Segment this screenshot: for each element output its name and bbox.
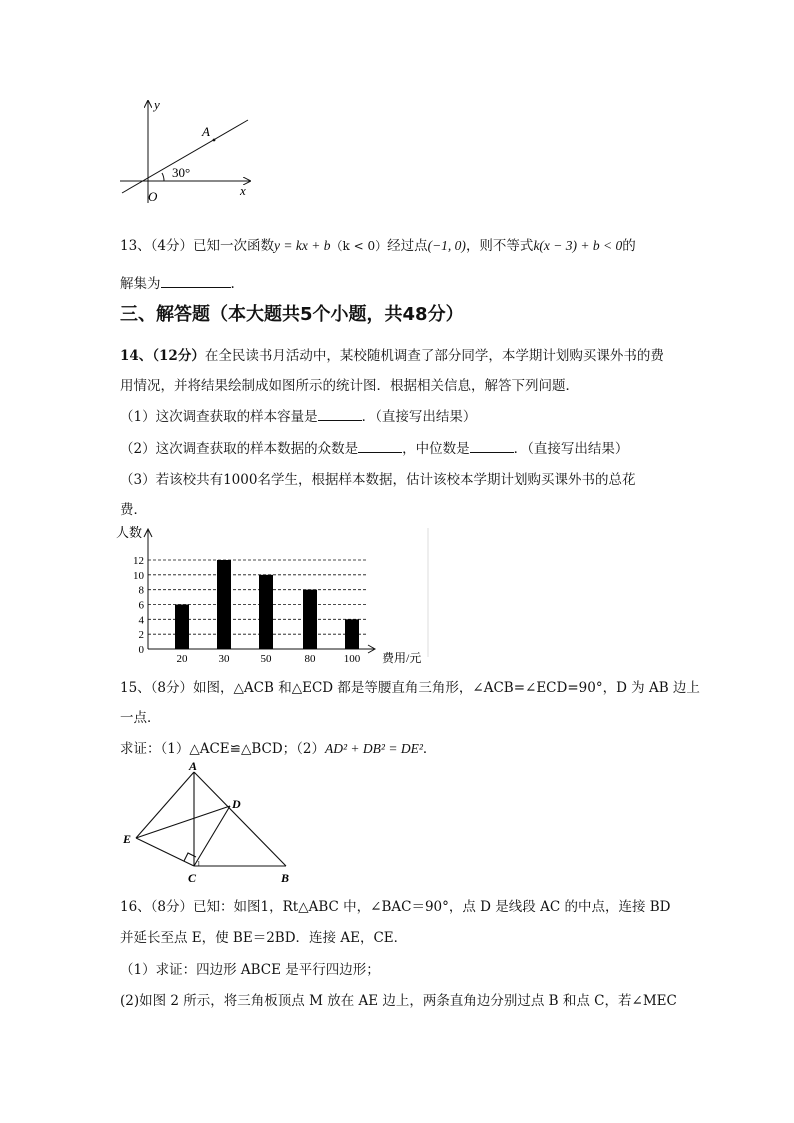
q14-line2 <box>120 374 579 394</box>
q16-part1 <box>120 958 380 978</box>
q15-proof <box>120 737 436 757</box>
q13-line2 <box>120 272 235 292</box>
angle-label: 30° <box>172 165 191 180</box>
point-a-label: A <box>202 124 210 139</box>
q15-text2: 一点． <box>120 710 161 726</box>
x-tick-label: 30 <box>218 653 230 665</box>
q15-proof-a: 求证：（1）△ACE≌△BCD；（2） <box>120 741 326 757</box>
q14-part2-b: ，中位数是 <box>402 441 470 457</box>
q14-text2: 用情况，并将结果绘制成如图所示的统计图．根据相关信息，解答下列问题． <box>120 378 579 394</box>
q16-part1-text: （1）求证：四边形 ABCE 是平行四边形； <box>120 962 380 978</box>
x-axis-label: 费用/元 <box>382 651 422 665</box>
q13-answer-blank <box>161 275 231 288</box>
y-tick-label: 6 <box>138 599 144 612</box>
q13-text2: 经过点 <box>387 238 428 254</box>
q16-line1 <box>120 895 670 915</box>
q13-function: y = kx + b <box>274 238 331 253</box>
q14-number: 14、（12分） <box>120 348 205 364</box>
q14-part1-b: ．（直接写出结果） <box>361 409 477 425</box>
q15-proof-equation: AD² + DB² = DE² <box>325 741 423 756</box>
q14-part3 <box>120 468 635 488</box>
q16-line2 <box>120 926 407 946</box>
q16-part2-text: (2)如图 2 所示，将三角板顶点 M 放在 AE 边上，两条直角边分别过点 B 和点 C，若∠MEC <box>120 993 677 1009</box>
bar-chart <box>116 522 436 667</box>
y-tick-label: 2 <box>138 629 144 642</box>
y-tick-label: 12 <box>133 555 144 567</box>
x-tick-label: 100 <box>343 653 361 665</box>
y-tick-label: 0 <box>138 644 144 656</box>
bar <box>175 605 189 650</box>
bar <box>217 560 231 649</box>
label-e: E <box>123 832 132 846</box>
q13-number: 13、（4分） <box>120 238 194 254</box>
q14-part3-a: （3）若该校共有1000名学生，根据样本数据，估计该校本学期计划购买课外书的总花 <box>120 472 636 488</box>
q15-proof-c: ． <box>422 741 437 757</box>
point-a-dot <box>213 139 216 142</box>
q13-inequality: k(x − 3) + b < 0 <box>533 238 623 253</box>
angle-arc <box>162 173 164 181</box>
q14-part2-a: （2）这次调查获取的样本数据的众数是 <box>120 441 359 457</box>
y-axis-label: y <box>154 97 160 112</box>
q13-line2-text: 解集为 <box>120 276 161 292</box>
y-tick-label: 10 <box>133 569 144 582</box>
q13-text4: 的 <box>622 238 636 254</box>
q14-part1-a: （1）这次调查获取的样本容量是 <box>120 409 318 425</box>
q13-text3: ，则不等式 <box>465 238 534 254</box>
x-axis-label: x <box>240 183 246 198</box>
label-a: A <box>189 760 198 773</box>
q15-text1: 如图，△ACB 和△ECD 都是等腰直角三角形，∠ACB=∠ECD=90°，D 为 AB 边上 <box>193 680 700 696</box>
q14-part3-b: 费． <box>120 502 147 518</box>
q14-part2-c: ．（直接写出结果） <box>513 441 629 457</box>
q15-line2 <box>120 706 161 726</box>
q16-text1: 已知：如图1，Rt△ABC 中，∠BAC＝90°，点 D 是线段 AC 的中点，连接 BD <box>193 899 671 915</box>
label-d: D <box>232 797 241 811</box>
label-b: B <box>281 871 290 885</box>
bar <box>259 575 273 649</box>
q16-text2: 并延长至点 E，使 BE＝2BD．连接 AE，CE． <box>120 930 408 946</box>
line-through-origin <box>122 120 248 193</box>
q14-part3-end <box>120 498 147 518</box>
q13-line1 <box>120 234 636 254</box>
q14-part2 <box>120 437 628 457</box>
q15-geometry-figure <box>118 760 298 888</box>
q16-part2 <box>120 989 677 1009</box>
y-tick-label: 4 <box>138 614 144 627</box>
q15-line1 <box>120 676 700 696</box>
q14-part2-blank1 <box>358 440 402 453</box>
q13-text1: 已知一次函数 <box>193 238 275 254</box>
label-c: C <box>188 871 197 885</box>
q13-condition: （k < 0） <box>330 239 388 253</box>
x-tick-label: 50 <box>260 653 272 665</box>
q13-point: (−1, 0) <box>427 238 466 253</box>
q14-part1 <box>120 405 476 425</box>
x-tick-label: 80 <box>304 653 316 665</box>
q14-line1 <box>120 344 664 364</box>
q14-text1: 在全民读书月活动中，某校随机调查了部分同学，本学期计划购买课外书的费 <box>204 348 664 364</box>
origin-label: O <box>148 189 158 204</box>
q13-end: . <box>230 276 235 292</box>
x-tick-label: 20 <box>176 653 188 665</box>
q14-part2-blank2 <box>470 440 514 453</box>
y-axis-label: 人数 <box>116 525 143 540</box>
angle-mark-1: 1 <box>197 860 201 868</box>
axes-figure <box>112 95 262 207</box>
q14-part1-blank <box>318 408 362 421</box>
bar <box>345 619 359 649</box>
section-title: 三、解答题（本大题共5个小题，共48分） <box>120 304 464 325</box>
bar <box>303 590 317 649</box>
y-tick-label: 8 <box>138 584 144 597</box>
q16-number: 16、（8分） <box>120 899 194 915</box>
q15-number: 15、（8分） <box>120 680 194 696</box>
